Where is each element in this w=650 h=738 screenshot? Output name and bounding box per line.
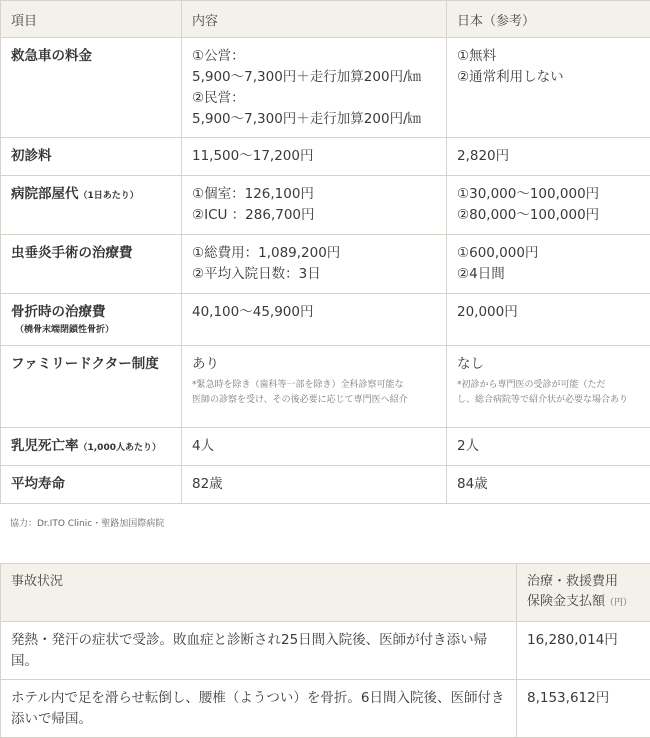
- column-header-accident: 事故状況: [1, 564, 517, 622]
- row-label: 初診料: [11, 148, 52, 164]
- content-cell: [182, 176, 447, 235]
- table-row: [1, 466, 650, 504]
- row-label-cell: [1, 235, 182, 294]
- column-header-item: 項目: [1, 1, 182, 38]
- content-line: 5,900〜7,300円＋走行加算200円/㎞: [192, 111, 422, 127]
- content-line: あり: [192, 356, 219, 372]
- table-row: [1, 346, 650, 428]
- column-header-content: 内容: [182, 1, 447, 38]
- row-label: 虫垂炎手術の治療費: [11, 245, 133, 261]
- japan-line: 84歳: [457, 476, 488, 492]
- content-footnote: [192, 378, 436, 408]
- row-label: 平均寿命: [11, 476, 65, 492]
- japan-line: ①無料: [457, 48, 497, 64]
- japan-line: 2人: [457, 438, 480, 454]
- table-row: [1, 622, 650, 680]
- row-label-cell: [1, 294, 182, 346]
- content-cell: [182, 346, 447, 428]
- row-label-cell: [1, 346, 182, 428]
- insurance-claims-table: [0, 563, 650, 738]
- table-header-row: [1, 564, 650, 622]
- japan-footnote: [457, 378, 640, 408]
- content-line: ①総費用：1,089,200円: [192, 245, 341, 261]
- content-line: 5,900〜7,300円＋走行加算200円/㎞: [192, 69, 422, 85]
- content-line: 11,500〜17,200円: [192, 148, 314, 164]
- row-label-qualifier: （1,000人あたり）: [78, 443, 161, 453]
- table-row: [1, 428, 650, 466]
- content-line: ②民営：: [192, 90, 245, 106]
- content-line: ①個室：126,100円: [192, 186, 314, 202]
- table-row: [1, 680, 650, 738]
- row-label-cell: [1, 38, 182, 138]
- japan-line: ①600,000円: [457, 245, 539, 261]
- row-label: 病院部屋代: [11, 186, 79, 202]
- row-label: 乳児死亡率: [11, 438, 79, 454]
- content-cell: [182, 38, 447, 138]
- content-line: ②平均入院日数：3日: [192, 266, 321, 282]
- row-label: 骨折時の治療費: [11, 304, 106, 320]
- payment-amount: 8,153,612円: [517, 680, 650, 738]
- content-cell: [182, 138, 447, 176]
- column-header-japan: 日本（参考）: [447, 1, 650, 38]
- japan-cell: [447, 428, 650, 466]
- column-header-payment: [517, 564, 650, 622]
- japan-cell: [447, 235, 650, 294]
- row-label-cell: [1, 428, 182, 466]
- japan-line: 20,000円: [457, 304, 518, 320]
- japan-cell: [447, 294, 650, 346]
- footnote-line: 医師の診察を受け、その後必要に応じて専門医へ紹介: [192, 395, 408, 405]
- japan-line: ②80,000〜100,000円: [457, 207, 600, 223]
- row-label: ファミリードクター制度: [11, 356, 159, 372]
- japan-line: 2,820円: [457, 148, 510, 164]
- table-row: [1, 176, 650, 235]
- footnote-line: *緊急時を除き（歯科等一部を除き）全科診察可能な: [192, 380, 404, 390]
- row-label: 救急車の料金: [11, 48, 92, 64]
- japan-line: ②4日間: [457, 266, 505, 282]
- credit-note: 協力：Dr.ITO Clinic・聖路加国際病院: [10, 519, 165, 529]
- japan-cell: [447, 176, 650, 235]
- row-label-cell: [1, 176, 182, 235]
- footnote-line: し、総合病院等で紹介状が必要な場合あり: [457, 395, 629, 405]
- row-label-cell: [1, 138, 182, 176]
- japan-cell: [447, 466, 650, 504]
- payment-header-line2: 保険金支払額: [527, 594, 606, 609]
- japan-cell: [447, 346, 650, 428]
- japan-cell: [447, 138, 650, 176]
- content-line: ①公営：: [192, 48, 245, 64]
- table-row: [1, 138, 650, 176]
- content-cell: [182, 466, 447, 504]
- japan-line: ②通常利用しない: [457, 69, 564, 85]
- table-row: [1, 235, 650, 294]
- row-label-cell: [1, 466, 182, 504]
- accident-description: ホテル内で足を滑らせ転倒し、腰椎（ようつい）を骨折。6日間入院後、医師付き添いで帰国。: [1, 680, 517, 738]
- accident-description: 発熱・発汗の症状で受診。敗血症と診断され25日間入院後、医師が付き添い帰国。: [1, 622, 517, 680]
- payment-amount: 16,280,014円: [517, 622, 650, 680]
- payment-header-unit: （円）: [605, 598, 633, 608]
- table-row: [1, 294, 650, 346]
- row-label-qualifier: （1日あたり）: [78, 191, 139, 201]
- content-cell: [182, 428, 447, 466]
- japan-line: ①30,000〜100,000円: [457, 186, 600, 202]
- table-header-row: [1, 1, 650, 38]
- content-cell: [182, 235, 447, 294]
- content-cell: [182, 294, 447, 346]
- footnote-line: *初診から専門医の受診が可能（ただ: [457, 380, 606, 390]
- japan-cell: [447, 38, 650, 138]
- row-label-subtitle: （橈骨末端閉鎖性骨折）: [15, 325, 115, 335]
- content-line: 40,100〜45,900円: [192, 304, 314, 320]
- payment-header-line1: 治療・救援費用: [527, 574, 619, 589]
- content-line: 82歳: [192, 476, 223, 492]
- table-row: [1, 38, 650, 138]
- content-line: 4人: [192, 438, 215, 454]
- japan-line: なし: [457, 356, 484, 372]
- content-line: ②ICU ：286,700円: [192, 207, 315, 223]
